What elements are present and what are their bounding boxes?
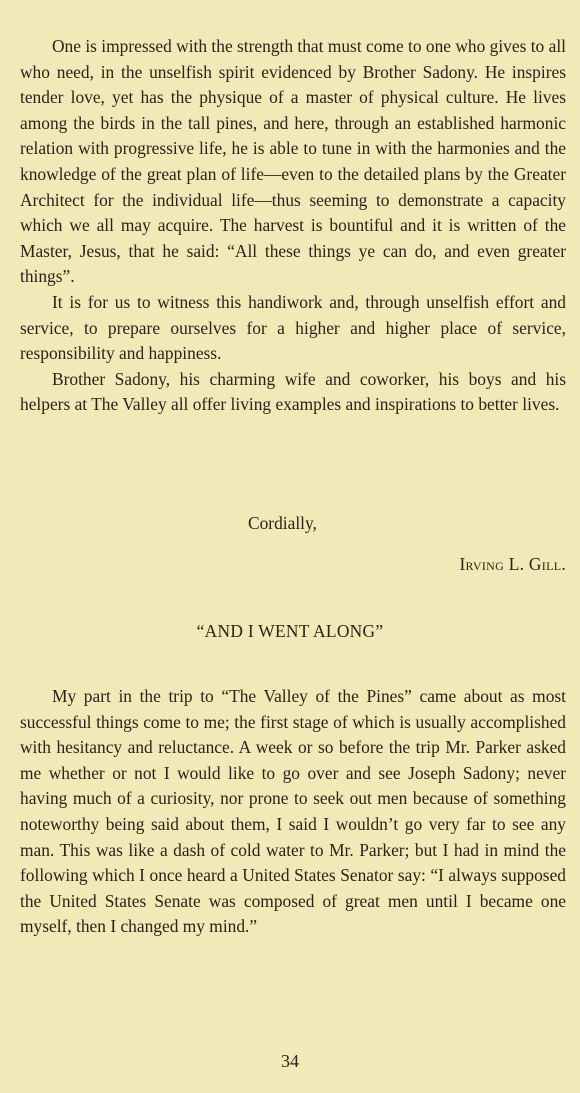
- paragraph: It is for us to witness this handiwork and, through unselfish effort and service, to prepare ourselves for a higher and higher place of service, responsibility and happiness.: [20, 291, 566, 364]
- signature: Irving L. Gill.: [459, 554, 566, 574]
- letter-body: [20, 34, 566, 418]
- paragraph: One is impressed with the strength that must come to one who gives to all who need, in the unselfish spirit evidenced by Brother Sadony. He inspires tender love, yet has the physique of a master of physical culture. He lives among the birds in the tall pines, and here, through an established harmonic relation with progressive life, he is able to tune in with the harmonies and the knowledge of the great plan of life—even to the detailed plans by the Greater Architect for the individual life—thus seeming to demonstrate a capacity which we all may acquire. The harvest is bountiful and it is written of the Master, Jesus, that he said: “All these things ye can do, and even greater things”.: [20, 36, 566, 287]
- story-body: [20, 684, 566, 940]
- section-heading: “AND I WENT ALONG”: [196, 621, 384, 641]
- paragraph: My part in the trip to “The Valley of the Pines” came about as most successful things come to me; the first stage of which is usually accomplished with hesitancy and reluctance. A week or so before the trip Mr. Parker asked me whether or not I would like to go over and see Joseph Sadony; never having much of a curiosity, nor prone to seek out men because of something noteworthy being said about them, I said I wouldn’t go very far to see any man. This was like a dash of cold water to Mr. Parker; but I had in mind the following which I once heard a United States Senator say: “I always supposed the United States Senate was composed of great men until I became one myself, then I changed my mind.”: [20, 686, 566, 937]
- closing-salutation: Cordially,: [248, 513, 317, 533]
- paragraph: Brother Sadony, his charming wife and coworker, his boys and his helpers at The Valley all offer living examples and inspirations to better lives.: [20, 368, 566, 415]
- page-number: 34: [281, 1051, 299, 1071]
